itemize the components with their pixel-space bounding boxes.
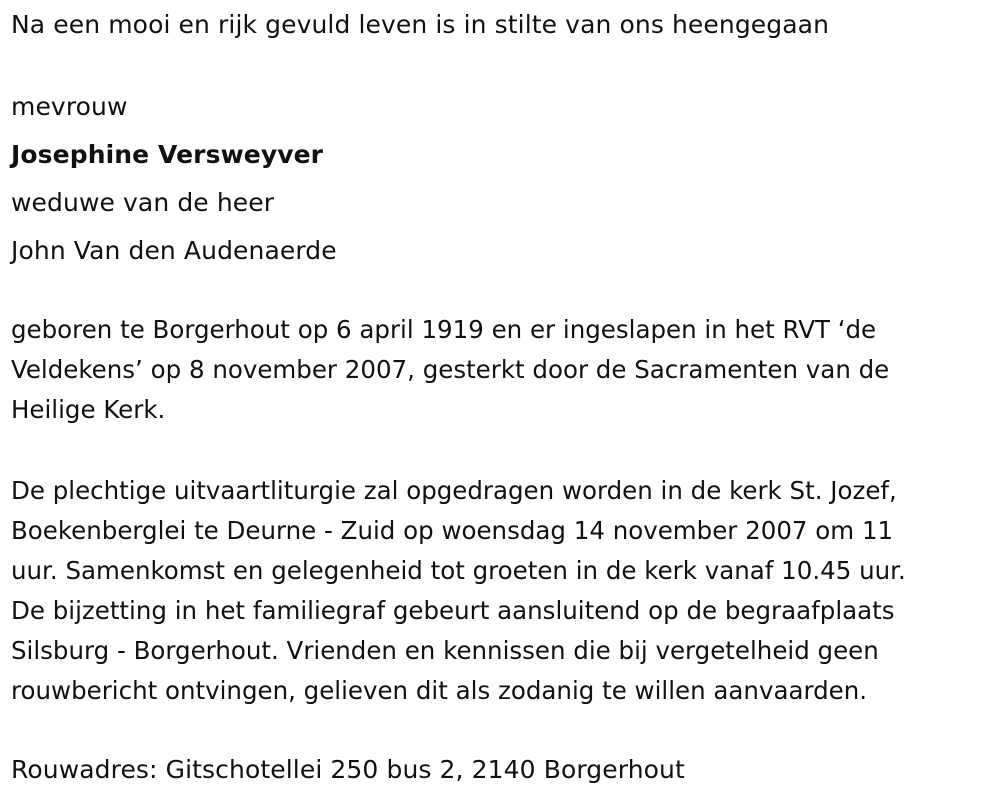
intro-text: Na een mooi en rijk gevuld leven is in stilte van ons heengegaan (11, 10, 830, 39)
birth-line: Heilige Kerk. (11, 395, 166, 424)
funeral-line: Boekenberglei te Deurne - Zuid op woensdag 14 november 2007 om 11 (11, 516, 894, 545)
funeral-paragraph (11, 471, 996, 711)
birth-line: geboren te Borgerhout op 6 april 1919 en er ingeslapen in het RVT ‘de (11, 315, 877, 344)
spouse-intro: weduwe van de heer (11, 188, 275, 217)
funeral-line: Silsburg - Borgerhout. Vrienden en kennissen die bij vergetelheid geen (11, 636, 879, 665)
funeral-line: uur. Samenkomst en gelegenheid tot groeten in de kerk vanaf 10.45 uur. (11, 556, 906, 585)
funeral-line: De bijzetting in het familiegraf gebeurt aansluitend op de begraafplaats (11, 596, 895, 625)
mourning-address: Rouwadres: Gitschotellei 250 bus 2, 2140 Borgerhout (11, 755, 685, 784)
deceased-name: Josephine Versweyver (11, 140, 324, 169)
birth-line: Veldekens’ op 8 november 2007, gesterkt door de Sacramenten van de (11, 355, 890, 384)
funeral-line: De plechtige uitvaartliturgie zal opgedragen worden in de kerk St. Jozef, (11, 476, 897, 505)
spouse-name: John Van den Audenaerde (11, 236, 337, 265)
birth-paragraph (11, 310, 996, 430)
title-word: mevrouw (11, 92, 128, 121)
funeral-line: rouwbericht ontvingen, gelieven dit als zodanig te willen aanvaarden. (11, 676, 868, 705)
